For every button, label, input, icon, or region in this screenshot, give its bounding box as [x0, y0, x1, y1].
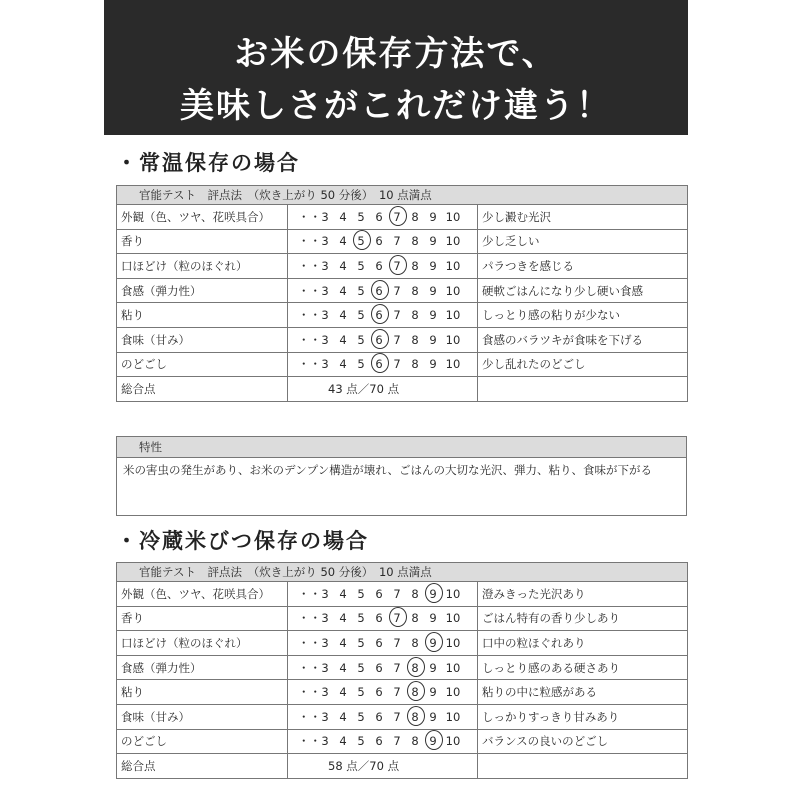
score-scale: [288, 278, 478, 303]
scale-number: 6: [375, 685, 383, 700]
scale-number: 4: [339, 611, 347, 626]
criterion-label: 食味（甘み）: [117, 704, 288, 729]
scale-number: 8: [411, 586, 419, 601]
table-row: [117, 655, 688, 680]
criterion-comment: 粘りの中に粒感がある: [478, 680, 688, 705]
scale-number: 7: [393, 635, 401, 650]
scale-number: 8: [411, 308, 419, 323]
scale-number: 10: [445, 234, 461, 249]
scale-number: 4: [339, 635, 347, 650]
score-scale: [288, 352, 478, 377]
score-scale: [288, 729, 478, 754]
criterion-comment: 口中の粒ほぐれあり: [478, 631, 688, 656]
table-row: [117, 303, 688, 328]
scale-number: 10: [445, 685, 461, 700]
selected-score-mark: 6: [370, 308, 388, 322]
scale-number: 4: [339, 332, 347, 347]
scale-number: 10: [445, 308, 461, 323]
scale-number: 10: [445, 734, 461, 749]
section-title-room-temp: ・常温保存の場合: [116, 150, 300, 175]
scale-ellipsis: ・・: [298, 734, 321, 749]
total-value: 58 点／70 点: [288, 754, 478, 779]
scale-ellipsis: ・・: [298, 234, 321, 249]
scale-number: 10: [445, 209, 461, 224]
scale-number: 5: [357, 685, 365, 700]
table-row: [117, 680, 688, 705]
scale-number: 4: [339, 734, 347, 749]
score-scale: [288, 303, 478, 328]
scale-number: 9: [429, 709, 437, 724]
scale-number: 3: [321, 611, 329, 626]
scale-ellipsis: ・・: [298, 357, 321, 372]
table-row: [117, 229, 688, 254]
scale-number: 8: [411, 234, 419, 249]
scale-number: 10: [445, 332, 461, 347]
scale-number: 9: [429, 332, 437, 347]
scale-number: 5: [357, 709, 365, 724]
table-row: [117, 327, 688, 352]
scale-number: 7: [393, 234, 401, 249]
score-scale: [288, 704, 478, 729]
scale-number: 5: [357, 258, 365, 273]
table-header-row: [117, 563, 688, 582]
score-scale: [288, 205, 478, 230]
criterion-label: 外観（色、ツヤ、花咲具合）: [117, 582, 288, 607]
scale-number: 3: [321, 734, 329, 749]
table-row: [117, 582, 688, 607]
score-scale: [288, 582, 478, 607]
score-scale: [288, 680, 478, 705]
scale-ellipsis: ・・: [298, 611, 321, 626]
scale-number: 10: [445, 357, 461, 372]
scale-number: 3: [321, 258, 329, 273]
scale-number: 7: [393, 660, 401, 675]
selected-score-mark: 6: [370, 284, 388, 298]
scale-ellipsis: ・・: [298, 709, 321, 724]
table-header-row: [117, 186, 688, 205]
scale-number: 5: [357, 308, 365, 323]
scale-number: 9: [429, 258, 437, 273]
scale-number: 9: [429, 685, 437, 700]
scale-number: 3: [321, 709, 329, 724]
scale-number: 6: [375, 660, 383, 675]
selected-score-mark: 6: [370, 357, 388, 371]
scale-number: 9: [429, 660, 437, 675]
table-row: [117, 254, 688, 279]
scale-number: 7: [393, 332, 401, 347]
traits-header: 特性: [117, 437, 686, 458]
scale-number: 9: [429, 308, 437, 323]
score-scale: [288, 631, 478, 656]
total-label: 総合点: [117, 754, 288, 779]
scale-ellipsis: ・・: [298, 586, 321, 601]
scale-number: 8: [411, 734, 419, 749]
scale-number: 10: [445, 660, 461, 675]
scale-number: 6: [375, 611, 383, 626]
table-row: [117, 278, 688, 303]
score-scale: [288, 229, 478, 254]
table-row: [117, 729, 688, 754]
score-scale: [288, 327, 478, 352]
total-empty-cell: [478, 754, 688, 779]
total-empty-cell: [478, 377, 688, 402]
criterion-label: のどごし: [117, 729, 288, 754]
criterion-label: 粘り: [117, 680, 288, 705]
scale-ellipsis: ・・: [298, 685, 321, 700]
traits-body: 米の害虫の発生があり、お米のデンプン構造が壊れ、ごはんの大切な光沢、弾力、粘り、食味が下がる: [123, 463, 652, 477]
score-scale: [288, 254, 478, 279]
scale-number: 8: [411, 258, 419, 273]
score-table-fridge: [116, 562, 688, 779]
selected-score-mark: 9: [424, 734, 442, 748]
scale-number: 9: [429, 283, 437, 298]
score-scale: [288, 606, 478, 631]
criterion-comment: 少し澱む光沢: [478, 205, 688, 230]
scale-number: 8: [411, 635, 419, 650]
selected-score-mark: 8: [406, 710, 424, 724]
scale-number: 5: [357, 611, 365, 626]
criterion-label: 食味（甘み）: [117, 327, 288, 352]
total-label: 総合点: [117, 377, 288, 402]
criterion-comment: パラつきを感じる: [478, 254, 688, 279]
scale-number: 7: [393, 283, 401, 298]
criterion-comment: 食感のバラツキが食味を下げる: [478, 327, 688, 352]
criterion-label: のどごし: [117, 352, 288, 377]
criterion-label: 食感（弾力性）: [117, 655, 288, 680]
scale-number: 7: [393, 685, 401, 700]
scale-number: 4: [339, 283, 347, 298]
criterion-comment: 澄みきった光沢あり: [478, 582, 688, 607]
score-table-room-temp: [116, 185, 688, 402]
scale-number: 8: [411, 332, 419, 347]
scale-number: 4: [339, 586, 347, 601]
scale-number: 5: [357, 734, 365, 749]
scale-number: 5: [357, 357, 365, 372]
scale-number: 9: [429, 357, 437, 372]
scale-number: 10: [445, 709, 461, 724]
scale-number: 4: [339, 258, 347, 273]
selected-score-mark: 9: [424, 636, 442, 650]
scale-number: 9: [429, 611, 437, 626]
scale-number: 6: [375, 734, 383, 749]
selected-score-mark: 9: [424, 587, 442, 601]
criterion-comment: 少し乏しい: [478, 229, 688, 254]
scale-ellipsis: ・・: [298, 308, 321, 323]
scale-ellipsis: ・・: [298, 635, 321, 650]
selected-score-mark: 5: [352, 234, 370, 248]
scale-number: 6: [375, 258, 383, 273]
table-row: [117, 704, 688, 729]
scale-number: 4: [339, 660, 347, 675]
scale-number: 10: [445, 635, 461, 650]
scale-number: 3: [321, 332, 329, 347]
scale-number: 3: [321, 357, 329, 372]
scale-number: 3: [321, 308, 329, 323]
scale-number: 6: [375, 234, 383, 249]
table-row: [117, 352, 688, 377]
scale-number: 4: [339, 685, 347, 700]
scale-number: 8: [411, 357, 419, 372]
scale-number: 5: [357, 586, 365, 601]
scale-number: 9: [429, 234, 437, 249]
traits-box: [116, 436, 687, 516]
scale-number: 8: [411, 611, 419, 626]
selected-score-mark: 7: [388, 259, 406, 273]
criterion-comment: 硬軟ごはんになり少し硬い食感: [478, 278, 688, 303]
total-value: 43 点／70 点: [288, 377, 478, 402]
scale-number: 4: [339, 234, 347, 249]
total-row: [117, 754, 688, 779]
scale-number: 7: [393, 709, 401, 724]
scale-number: 3: [321, 660, 329, 675]
table-row: [117, 205, 688, 230]
section-title-fridge: ・冷蔵米びつ保存の場合: [116, 528, 369, 553]
scale-number: 3: [321, 283, 329, 298]
scale-number: 10: [445, 283, 461, 298]
scale-number: 5: [357, 332, 365, 347]
score-scale: [288, 655, 478, 680]
scale-number: 4: [339, 357, 347, 372]
scale-number: 3: [321, 209, 329, 224]
table-row: [117, 606, 688, 631]
scale-ellipsis: ・・: [298, 660, 321, 675]
scale-number: 5: [357, 635, 365, 650]
scale-ellipsis: ・・: [298, 283, 321, 298]
scale-number: 4: [339, 709, 347, 724]
total-row: [117, 377, 688, 402]
banner-line-1: お米の保存方法で、: [234, 34, 558, 74]
scale-number: 5: [357, 283, 365, 298]
criterion-comment: しっかりすっきり甘みあり: [478, 704, 688, 729]
criterion-label: 外観（色、ツヤ、花咲具合）: [117, 205, 288, 230]
scale-ellipsis: ・・: [298, 332, 321, 347]
scale-number: 7: [393, 734, 401, 749]
scale-number: 3: [321, 685, 329, 700]
scale-number: 10: [445, 258, 461, 273]
criterion-comment: しっとり感の粘りが少ない: [478, 303, 688, 328]
scale-number: 7: [393, 308, 401, 323]
scale-number: 9: [429, 209, 437, 224]
selected-score-mark: 6: [370, 333, 388, 347]
scale-number: 6: [375, 635, 383, 650]
scale-number: 10: [445, 586, 461, 601]
criterion-comment: バランスの良いのどごし: [478, 729, 688, 754]
criterion-label: 口ほどけ（粒のほぐれ）: [117, 254, 288, 279]
selected-score-mark: 7: [388, 210, 406, 224]
scale-number: 3: [321, 234, 329, 249]
scale-number: 6: [375, 586, 383, 601]
scale-number: 3: [321, 635, 329, 650]
scale-number: 8: [411, 283, 419, 298]
scale-number: 4: [339, 308, 347, 323]
scale-number: 6: [375, 709, 383, 724]
selected-score-mark: 8: [406, 685, 424, 699]
criterion-label: 香り: [117, 229, 288, 254]
scale-number: 3: [321, 586, 329, 601]
criterion-label: 香り: [117, 606, 288, 631]
scale-number: 5: [357, 660, 365, 675]
criterion-comment: ごはん特有の香り少しあり: [478, 606, 688, 631]
scale-ellipsis: ・・: [298, 209, 321, 224]
criterion-label: 粘り: [117, 303, 288, 328]
scale-number: 5: [357, 209, 365, 224]
scale-number: 4: [339, 209, 347, 224]
title-banner: [104, 0, 688, 135]
scale-number: 6: [375, 209, 383, 224]
criterion-comment: 少し乱れたのどごし: [478, 352, 688, 377]
banner-line-2: 美味しさがこれだけ違う！: [180, 86, 612, 126]
selected-score-mark: 7: [388, 611, 406, 625]
scale-number: 7: [393, 357, 401, 372]
selected-score-mark: 8: [406, 661, 424, 675]
scale-number: 7: [393, 586, 401, 601]
scale-number: 10: [445, 611, 461, 626]
table-row: [117, 631, 688, 656]
criterion-comment: しっとり感のある硬さあり: [478, 655, 688, 680]
criterion-label: 食感（弾力性）: [117, 278, 288, 303]
table-header: 官能テスト 評点法 （炊き上がり 50 分後） 10 点満点: [117, 563, 688, 582]
scale-number: 8: [411, 209, 419, 224]
criterion-label: 口ほどけ（粒のほぐれ）: [117, 631, 288, 656]
scale-ellipsis: ・・: [298, 258, 321, 273]
table-header: 官能テスト 評点法 （炊き上がり 50 分後） 10 点満点: [117, 186, 688, 205]
